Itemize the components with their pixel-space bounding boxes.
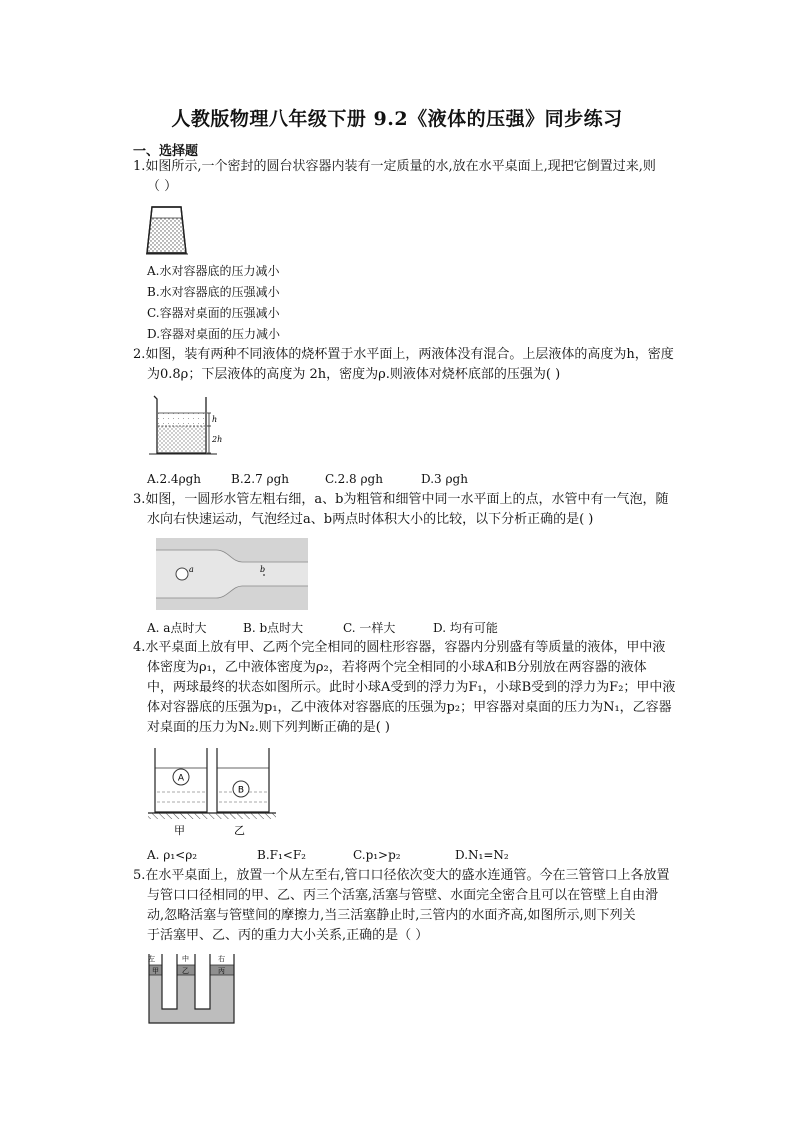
q4-ball-a-label: A — [177, 773, 185, 784]
question-4-line-2: 体密度为ρ₁，乙中液体密度为ρ₂，若将两个完全相同的小球A和B分别放在两容器的液体 — [147, 660, 647, 675]
q2-option-a[interactable]: A.2.4ρgh — [147, 472, 202, 486]
q4-cylinders-figure — [146, 744, 278, 838]
q3-option-b[interactable]: B. b点时大 — [243, 621, 304, 635]
question-4 — [133, 638, 703, 738]
q2-option-c[interactable]: C.2.8 ρgh — [325, 472, 383, 486]
question-2-line-1: 2.如图，装有两种不同液体的烧杯置于水平面上，两液体没有混合。上层液体的高度为h，密度 — [133, 347, 674, 362]
q1-frustum-container-figure — [146, 204, 188, 256]
q2-option-b[interactable]: B.2.7 ρgh — [231, 472, 289, 486]
question-4-line-1: 4.水平桌面上放有甲、乙两个完全相同的圆柱形容器，容器内分别盛有等质量的液体，甲中液 — [133, 640, 666, 655]
q1-option-b[interactable]: B.水对容器底的压强减小 — [147, 285, 280, 299]
q2-options — [147, 472, 468, 486]
question-3-line-2: 水向右快速运动，气泡经过a、b两点时体积大小的比较，以下分析正确的是( ) — [147, 512, 594, 527]
section-heading: 一、选择题 — [133, 144, 199, 159]
q3-option-c[interactable]: C. 一样大 — [343, 621, 396, 635]
q5-label-middle: 中 — [182, 955, 189, 963]
q4-ball-b-label: B — [237, 785, 245, 796]
q4-label-jia: 甲 — [174, 824, 185, 837]
question-5 — [133, 866, 703, 946]
q5-connected-vessel-figure — [146, 951, 238, 1025]
q5-label-left: 左 — [148, 955, 155, 963]
question-1-line-1: 1.如图所示,一个密封的圆台状容器内装有一定质量的水,放在水平桌面上,现把它倒置过来,则 — [133, 159, 656, 174]
question-5-line-3: 动,忽略活塞与管壁间的摩擦力,当三活塞静止时,三管内的水面齐高,如图所示,则下列关 — [147, 908, 636, 923]
q4-option-b[interactable]: B.F₁<F₂ — [257, 848, 306, 862]
q4-option-c[interactable]: C.p₁>p₂ — [353, 848, 401, 862]
q2-label-h: h — [212, 415, 218, 424]
question-1-line-2: （ ） — [147, 179, 178, 194]
q5-piston-bing: 丙 — [218, 967, 225, 975]
q1-option-d[interactable]: D.容器对桌面的压力减小 — [147, 327, 281, 341]
q3-option-d[interactable]: D. 均有可能 — [433, 621, 498, 635]
q4-option-d[interactable]: D.N₁=N₂ — [455, 848, 509, 862]
q4-label-yi: 乙 — [234, 824, 245, 837]
question-3 — [133, 490, 703, 530]
q5-piston-yi: 乙 — [182, 967, 189, 975]
q3-label-b: b — [260, 565, 266, 574]
q4-option-a[interactable]: A. ρ₁<ρ₂ — [147, 848, 198, 862]
q2-beaker-figure — [147, 392, 229, 458]
q3-label-a: a — [189, 565, 194, 574]
question-4-line-4: 体对容器底的压强为p₁，乙中液体对容器底的压强为p₂；甲容器对桌面的压力为N₁，乙容器 — [147, 700, 672, 715]
q5-label-right: 右 — [218, 955, 225, 963]
q4-options — [147, 848, 509, 862]
question-3-line-1: 3.如图，一圆形水管左粗右细，a、b为粗管和细管中同一水平面上的点，水管中有一气泡，随 — [133, 492, 669, 507]
q3-pipe-figure — [156, 538, 308, 610]
question-5-line-1: 5.在水平桌面上，放置一个从左至右,管口口径依次变大的盛水连通管。今在三管管口上各放置 — [133, 868, 670, 883]
question-1 — [133, 157, 703, 197]
question-5-line-4: 于活塞甲、乙、丙的重力大小关系,正确的是（ ） — [147, 928, 429, 943]
page-title: 人教版物理八年级下册 9.2《液体的压强》同步练习 — [171, 108, 623, 130]
question-2-line-2: 为0.8ρ；下层液体的高度为 2h，密度为ρ.则液体对烧杯底部的压强为( ) — [147, 367, 561, 382]
question-2 — [133, 345, 703, 385]
question-4-line-5: 对桌面的压力为N₂.则下列判断正确的是( ) — [147, 720, 390, 735]
question-4-line-3: 中，两球最终的状态如图所示。此时小球A受到的浮力为F₁，小球B受到的浮力为F₂；甲中液 — [147, 680, 676, 695]
q2-label-2h: 2h — [212, 435, 223, 444]
q5-piston-jia: 甲 — [152, 967, 159, 975]
q3-option-a[interactable]: A. a点时大 — [147, 621, 207, 635]
question-5-line-2: 与管口口径相同的甲、乙、丙三个活塞,活塞与管壁、水面完全密合且可以在管壁上自由滑 — [147, 888, 659, 903]
q1-option-c[interactable]: C.容器对桌面的压强减小 — [147, 306, 280, 320]
q2-option-d[interactable]: D.3 ρgh — [421, 472, 468, 486]
q1-option-a[interactable]: A.水对容器底的压力减小 — [147, 264, 280, 278]
q3-options — [147, 619, 498, 636]
